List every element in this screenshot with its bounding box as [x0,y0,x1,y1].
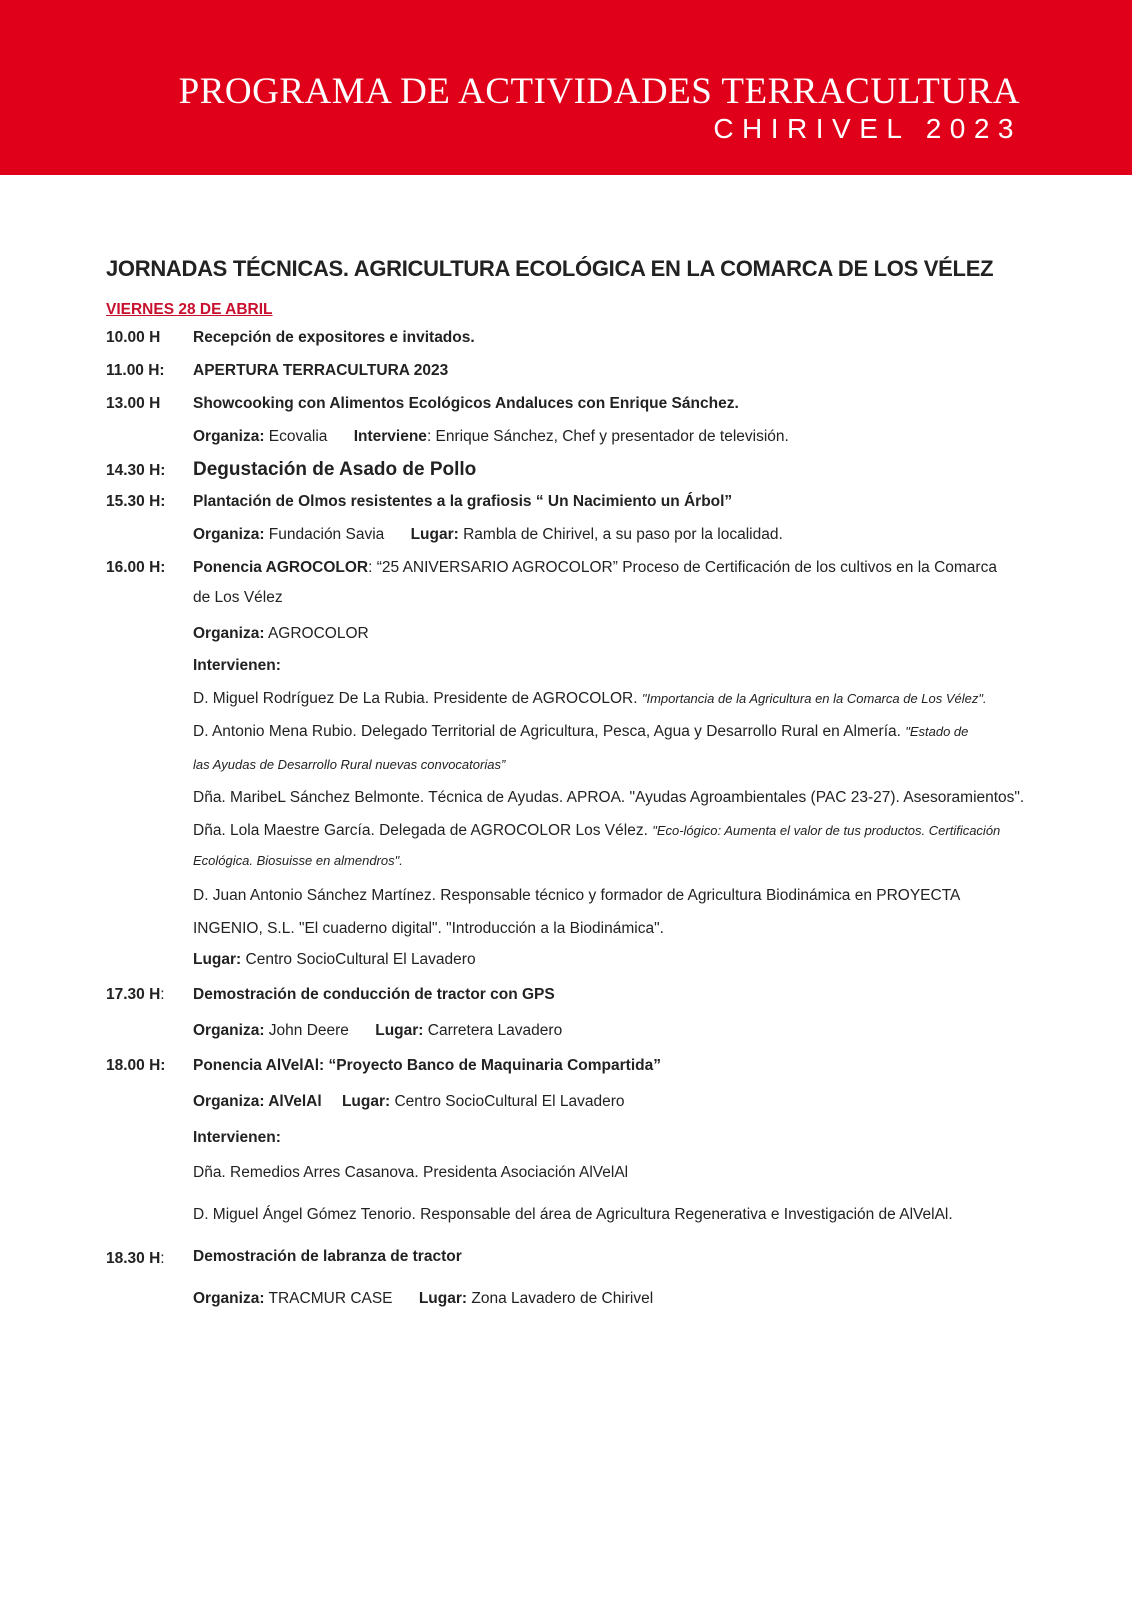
lugar-value: Centro SocioCultural El Lavadero [394,1093,625,1110]
lugar-value: Zona Lavadero de Chirivel [471,1290,654,1307]
speaker [193,690,987,708]
organiza-value: TRACMUR CASE [268,1290,393,1307]
lugar-value: Centro SocioCultural El Lavadero [245,951,476,968]
speaker-topic-continued: Ecológica. Biosuisse en almendros". [193,853,403,868]
event-details [193,951,476,969]
lugar-value: Rambla de Chirivel, a su paso por la localidad. [463,526,783,543]
lugar-label: Lugar: [193,951,242,968]
day-heading: VIERNES 28 DE ABRIL [106,301,273,318]
event-time: 18.00 H: [106,1057,166,1074]
event-details [193,526,783,544]
event-details [193,1290,653,1308]
organiza-value: John Deere [268,1022,349,1039]
organiza-label: Organiza: [193,428,265,445]
speaker: D. Miguel Ángel Gómez Tenorio. Responsable del área de Agricultura Regenerativa e Investigación de AlVelAl. [193,1206,953,1223]
organiza-value: AGROCOLOR [267,625,369,642]
event-title: Degustación de Asado de Pollo [193,459,477,480]
speaker [193,723,968,741]
event-time: 13.00 H [106,395,161,412]
speaker: Dña. MaribeL Sánchez Belmonte. Técnica de Ayudas. APROA. "Ayudas Agroambientales (PAC 23-27). Asesoramientos". [193,789,1025,806]
event-title: APERTURA TERRACULTURA 2023 [193,362,449,379]
header-subtitle: CHIRIVEL 2023 [713,113,1022,144]
event-details [193,1022,562,1040]
speaker-name: Dña. Lola Maestre García. Delegada de AGROCOLOR Los Vélez. [193,822,648,839]
lugar-label: Lugar: [375,1022,424,1039]
event-title [193,559,997,577]
speaker-name: D. Antonio Mena Rubio. Delegado Territorial de Agricultura, Pesca, Agua y Desarrollo Rural en Almería. [193,723,901,740]
speaker: Dña. Remedios Arres Casanova. Presidenta Asociación AlVelAl [193,1164,629,1181]
organiza-label: Organiza: [193,1290,265,1307]
organiza-label: Organiza: [193,526,265,543]
event-time [106,986,165,1004]
event-title-rest: : “25 ANIVERSARIO AGROCOLOR” Proceso de Certificación de los cultivos en la Comarca [368,559,997,576]
interviene-value: : Enrique Sánchez, Chef y presentador de televisión. [426,428,789,445]
event-title: Recepción de expositores e invitados. [193,329,475,346]
speaker-topic: "Estado de [905,724,969,739]
event-title-bold: Ponencia AGROCOLOR [193,559,369,576]
event-time-colon: : [160,986,165,1003]
event-time-value: 17.30 H [106,986,161,1003]
organiza-label-value: Organiza: AlVelAl [193,1093,322,1110]
event-time: 11.00 H: [106,362,165,379]
header-title: PROGRAMA DE ACTIVIDADES TERRACULTURA [178,71,1020,112]
event-time: 15.30 H: [106,493,166,510]
organiza-value: Ecovalia [268,428,328,445]
event-time [106,1250,165,1268]
event-time: 10.00 H [106,329,161,346]
event-title: Demostración de labranza de tractor [193,1248,462,1265]
speaker-topic: "Importancia de la Agricultura en la Comarca de Los Vélez". [641,691,987,706]
speaker-topic: "Eco-lógico: Aumenta el valor de tus productos. Certificación [652,823,1001,838]
section-title: JORNADAS TÉCNICAS. AGRICULTURA ECOLÓGICA EN LA COMARCA DE LOS VÉLEZ [106,256,994,281]
event-details [193,428,789,446]
lugar-value: Carretera Lavadero [427,1022,563,1039]
speaker-topic-continued: las Ayudas de Desarrollo Rural nuevas convocatorias” [193,757,506,772]
organiza-label: Organiza: [193,1022,265,1039]
intervienen-label: Intervienen: [193,657,281,674]
event-details [193,1093,625,1111]
interviene-label: Interviene [353,428,427,445]
lugar-label: Lugar: [410,526,459,543]
speaker-continued: INGENIO, S.L. "El cuaderno digital". "Introducción a la Biodinámica". [193,920,664,937]
intervienen-label: Intervienen: [193,1129,281,1146]
event-title: Demostración de conducción de tractor con GPS [193,986,555,1003]
event-time: 16.00 H: [106,559,166,576]
event-details [193,625,369,643]
header-banner [0,0,1132,175]
event-title: Plantación de Olmos resistentes a la grafiosis “ Un Nacimiento un Árbol” [193,493,733,510]
speaker [193,822,1000,840]
organiza-value: Fundación Savia [268,526,385,543]
event-time: 14.30 H: [106,462,166,479]
lugar-label: Lugar: [418,1290,468,1307]
speaker: D. Juan Antonio Sánchez Martínez. Responsable técnico y formador de Agricultura Biodinámica en PROYECTA [193,887,961,904]
event-time-colon: : [160,1250,165,1267]
event-title: Showcooking con Alimentos Ecológicos Andaluces con Enrique Sánchez. [193,395,739,412]
event-title-continued: de Los Vélez [193,589,283,606]
speaker-name: D. Miguel Rodríguez De La Rubia. Presidente de AGROCOLOR. [193,690,638,707]
lugar-label: Lugar: [341,1093,391,1110]
organiza-label: Organiza: [193,625,265,642]
event-title: Ponencia AlVelAl: “Proyecto Banco de Maquinaria Compartida” [193,1057,661,1074]
event-time-value: 18.30 H [106,1250,161,1267]
